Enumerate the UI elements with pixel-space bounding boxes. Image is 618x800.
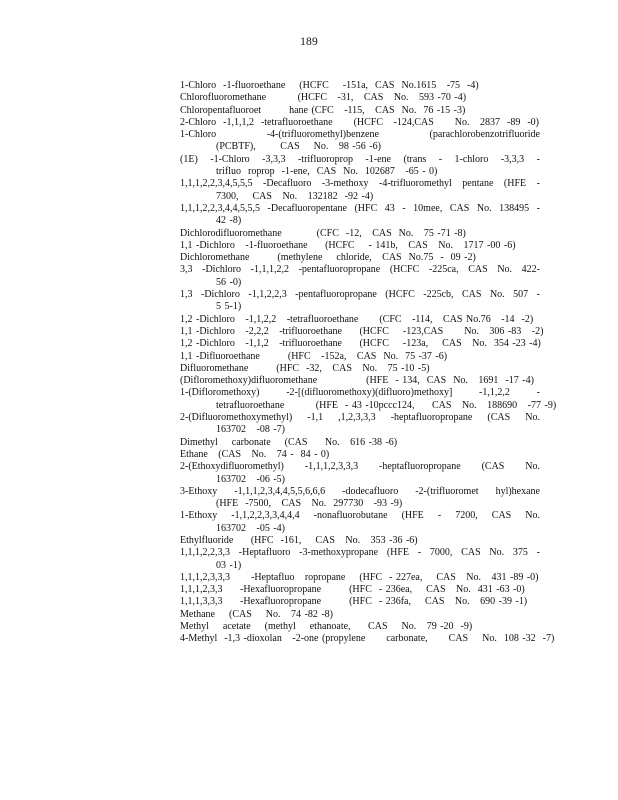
- entry-continuation: 163702 -08 -7): [216, 424, 285, 436]
- chemical-entry: [180, 240, 540, 252]
- chemical-entry: [180, 264, 540, 289]
- chemical-entry: [180, 289, 540, 314]
- entry-text: 1,3 -Dichloro -1,1,2,2,3 -pentafluoropropane (HCFC -225cb, CAS No. 507 -: [180, 289, 540, 301]
- chemical-entry: [180, 351, 540, 363]
- entry-text: 1-Chloro -4-(trifluoromethyl)benzene (parachlorobenzotrifluoride: [180, 129, 540, 141]
- entry-text: 1,1,1,2,2,3,4,5,5,5 -Decafluoro -3-methoxy -4-trifluoromethyl pentane (HFE -: [180, 178, 540, 190]
- chemical-entry: [180, 449, 540, 461]
- entry-continuation: 5 5-1): [216, 301, 242, 313]
- chemical-entry: [180, 535, 540, 547]
- entry-continuation: tetrafluoroethane (HFE - 43 -10pccc124, CAS No. 188690 -77 -9): [216, 399, 557, 411]
- chemical-entry: [180, 486, 540, 511]
- chemical-entry: [180, 80, 540, 92]
- chemical-entry: [180, 387, 557, 412]
- entry-continuation: 42 -8): [216, 215, 242, 227]
- chemical-entry: [180, 412, 540, 437]
- chemical-entry: [180, 203, 540, 228]
- chemical-entry: [180, 92, 540, 104]
- chemical-entry: [180, 314, 540, 326]
- entry-text: 1,1 -Difluoroethane (HFC -152a, CAS No. 75 -37 -6): [180, 350, 448, 362]
- entry-text: 1,1,1,3,3,3 -Hexafluoropropane (HFC - 236fa, CAS No. 690 -39 -1): [180, 596, 528, 608]
- entry-continuation: 163702 -06 -5): [216, 473, 285, 485]
- chemical-entry: [180, 572, 540, 584]
- entry-text: 1,1 -Dichloro -2,2,2 -trifluoroethane (HCFC -123,CAS No. 306 -83 -2): [180, 325, 544, 337]
- entry-continuation: 56 -0): [216, 276, 242, 288]
- entry-text: 1,2 -Dichloro -1,1,2,2 -tetrafluoroethane (CFC -114, CAS No.76 -14 -2): [180, 313, 534, 325]
- entry-text: Dichlorodifluoromethane (CFC -12, CAS No. 75 -71 -8): [180, 227, 466, 239]
- chemical-entry: [180, 252, 540, 264]
- entry-text: Methyl acetate (methyl ethanoate, CAS No. 79 -20 -9): [180, 621, 473, 633]
- entry-continuation: 163702 -05 -4): [216, 522, 285, 534]
- entry-continuation: (PCBTF), CAS No. 98 -56 -6): [216, 141, 381, 153]
- chemical-entry: [180, 154, 540, 179]
- entry-text: Methane (CAS No. 74 -82 -8): [180, 608, 333, 620]
- chemical-entry: [180, 621, 540, 633]
- chemical-entry: [180, 375, 540, 387]
- entry-text: 1,2 -Dichloro -1,1,2 -trifluoroethane (HCFC -123a, CAS No. 354 -23 -4): [180, 338, 541, 350]
- chemical-entry: [180, 633, 555, 645]
- entry-text: 1,1,1,2,2,3,4,4,5,5,5 -Decafluoropentane (HFC 43 - 10mee, CAS No. 138495 -: [180, 202, 540, 214]
- entry-text: 2-Chloro -1,1,1,2 -tetrafluoroethane (HCFC -124,CAS No. 2837 -89 -0): [180, 116, 540, 128]
- chemical-entry: [180, 609, 540, 621]
- entry-text: Dimethyl carbonate (CAS No. 616 -38 -6): [180, 436, 398, 448]
- entry-text: 1-Ethoxy -1,1,2,2,3,3,4,4,4 -nonafluorobutane (HFE - 7200, CAS No.: [180, 510, 540, 522]
- chemical-entry: [180, 105, 540, 117]
- entry-text: 2-(Difluoromethoxymethyl) -1,1 ,1,2,3,3,3 -heptafluoropropane (CAS No.: [180, 412, 540, 424]
- entry-text: 1-Chloro -1-fluoroethane (HCFC -151a, CAS No.1615 -75 -4): [180, 80, 479, 91]
- entry-text: 1,1,1,2,3,3 -Hexafluoropropane (HFC - 236ea, CAS No. 431 -63 -0): [180, 584, 525, 596]
- chemical-entry: [180, 325, 544, 338]
- entry-text: Chlorofluoromethane (HCFC -31, CAS No. 593 -70 -4): [180, 92, 467, 104]
- entry-text: 2-(Ethoxydifluoromethyl) -1,1,1,2,3,3,3 -heptafluoropropane (CAS No.: [180, 461, 540, 473]
- entry-text: Chloropentafluoroet hane (CFC -115, CAS No. 76 -15 -3): [180, 104, 466, 116]
- entry-text: Difluoromethane (HFC -32, CAS No. 75 -10 -5): [180, 362, 430, 374]
- entry-continuation: 03 -1): [216, 559, 242, 571]
- chemical-entry: [180, 178, 540, 203]
- entry-text: 1,1,1,2,3,3,3 -Heptafluo ropropane (HFC - 227ea, CAS No. 431 -89 -0): [180, 571, 539, 583]
- entry-continuation: (HFE -7500, CAS No. 297730 -93 -9): [216, 498, 403, 510]
- page-number: 189: [300, 36, 318, 48]
- chemical-entry: [180, 547, 540, 572]
- entry-text: 1-(Difloromethoxy) -2-[(difluoromethoxy)(difluoro)methoxy] -1,1,2,2 -: [180, 387, 540, 399]
- chemical-entry: [180, 596, 540, 608]
- entry-continuation: 7300, CAS No. 132182 -92 -4): [216, 190, 374, 202]
- entry-text: 3,3 -Dichloro -1,1,1,2,2 -pentafluoropropane (HCFC -225ca, CAS No. 422-: [180, 264, 540, 276]
- entry-continuation: trifluo roprop -1-ene, CAS No. 102687 -65 - 0): [216, 166, 438, 178]
- chemical-entry: [180, 437, 540, 449]
- chemical-list: [180, 80, 557, 646]
- chemical-entry: [180, 510, 540, 535]
- chemical-entry: [180, 584, 540, 596]
- entry-text: 1,1,1,2,2,3,3 -Heptafluoro -3-methoxypropane (HFE - 7000, CAS No. 375 -: [180, 547, 540, 559]
- entry-text: (Difloromethoxy)difluoromethane (HFE - 134, CAS No. 1691 -17 -4): [180, 375, 534, 387]
- chemical-entry: [180, 129, 540, 154]
- entry-text: Ethylfluoride (HFC -161, CAS No. 353 -36 -6): [180, 534, 418, 546]
- entry-text: 1,1 -Dichloro -1-fluoroethane (HCFC - 141b, CAS No. 1717 -00 -6): [180, 239, 516, 251]
- chemical-entry: [180, 117, 540, 129]
- entry-text: 4-Methyl -1,3 -dioxolan -2-one (propylene carbonate, CAS No. 108 -32 -7): [180, 633, 555, 645]
- entry-text: (1E) -1-Chloro -3,3,3 -trifluoroprop -1-ene (trans - 1-chloro -3,3,3 -: [180, 153, 540, 165]
- chemical-entry: [180, 363, 540, 375]
- chemical-entry: [180, 338, 540, 350]
- entry-text: 3-Ethoxy -1,1,1,2,3,4,4,5,5,6,6,6 -dodecafluoro -2-(trifluoromet hyl)hexane: [180, 485, 540, 497]
- entry-text: Ethane (CAS No. 74 - 84 - 0): [180, 448, 330, 460]
- entry-text: Dichloromethane (methylene chloride, CAS No.75 - 09 -2): [180, 252, 476, 264]
- chemical-entry: [180, 228, 540, 240]
- chemical-entry: [180, 461, 540, 486]
